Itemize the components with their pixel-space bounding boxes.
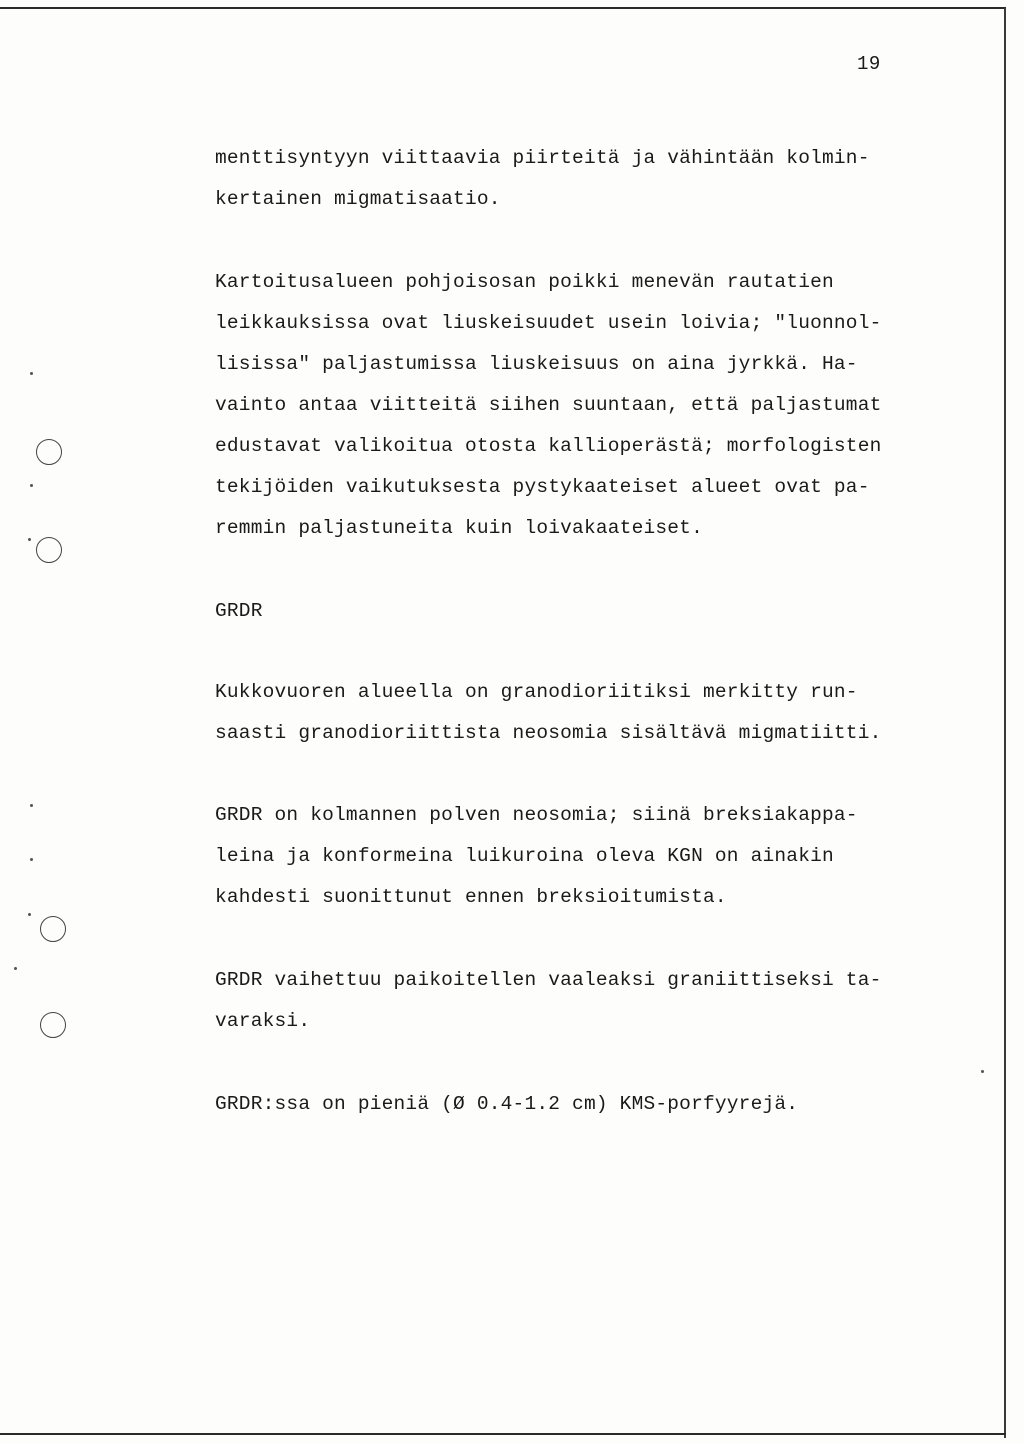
text-line: leina ja konformeina luikuroina oleva KGN on ainakin [215,845,834,867]
text-line: tekijöiden vaikutuksesta pystykaateiset alueet ovat pa- [215,476,870,498]
scan-speck [28,913,31,916]
top-border-line [0,7,1006,9]
scan-speck [30,372,33,375]
punch-hole-icon [40,916,66,942]
paragraph-granite-transition [215,960,915,1042]
text-line: menttisyntyyn viittaavia piirteitä ja vähintään kolmin- [215,147,870,169]
text-line: kahdesti suonittunut ennen breksioitumista. [215,886,727,908]
paragraph-railway-cuttings [215,262,915,549]
scan-speck [30,484,33,487]
paragraph-porphyroblasts [215,1084,915,1125]
paragraph-neosome [215,795,915,918]
section-heading [215,591,915,632]
text-line: remmin paljastuneita kuin loivakaateiset. [215,517,703,539]
paragraph-intro-continuation [215,138,915,220]
scan-speck [30,858,33,861]
text-line: edustavat valikoitua otosta kallioperästä; morfologisten [215,435,882,457]
punch-hole-icon [36,537,62,563]
scan-speck [28,538,31,541]
scan-speck [14,967,17,970]
page-number: 19 [857,53,881,75]
paragraph-kukkovuori [215,672,915,754]
right-border-line [1004,8,1006,1438]
punch-hole-icon [40,1012,66,1038]
text-line: Kukkovuoren alueella on granodioriitiksi merkitty run- [215,681,858,703]
scan-speck [30,804,33,807]
text-line: GRDR:ssa on pieniä (Ø 0.4-1.2 cm) KMS-porfyyrejä. [215,1093,799,1115]
text-line: kertainen migmatisaatio. [215,188,501,210]
text-line: GRDR on kolmannen polven neosomia; siinä breksiakappa- [215,804,858,826]
text-line: varaksi. [215,1010,311,1032]
text-line: saasti granodioriittista neosomia sisältävä migmatiitti. [215,722,882,744]
punch-hole-icon [36,439,62,465]
text-line: vainto antaa viitteitä siihen suuntaan, että paljastumat [215,394,882,416]
scan-speck [981,1070,984,1073]
text-line: Kartoitusalueen pohjoisosan poikki menevän rautatien [215,271,834,293]
section-heading-text: GRDR [215,600,263,622]
bottom-border-line [0,1433,1006,1435]
text-line: leikkauksissa ovat liuskeisuudet usein loivia; "luonnol- [215,312,882,334]
text-line: GRDR vaihettuu paikoitellen vaaleaksi graniittiseksi ta- [215,969,882,991]
text-line: lisissa" paljastumissa liuskeisuus on aina jyrkkä. Ha- [215,353,858,375]
